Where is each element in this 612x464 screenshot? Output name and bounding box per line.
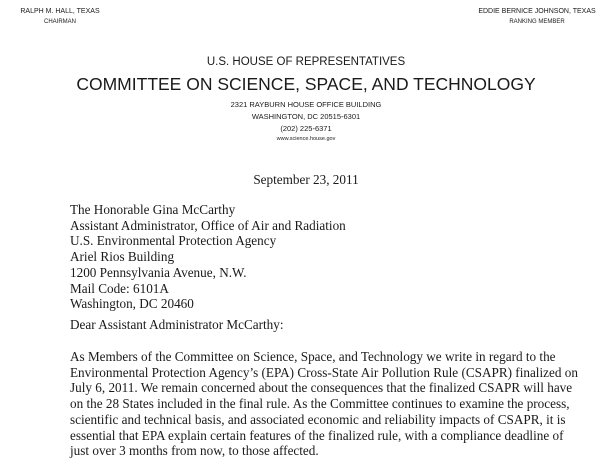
recipient-line: 1200 Pennsylvania Avenue, N.W.	[70, 264, 247, 280]
ranking-member-block	[472, 7, 602, 27]
paragraph-line: scientific and technical basis, and associated economic and reliability impacts of CSAPR, it is	[70, 411, 566, 427]
ranking-member-title: RANKING MEMBER	[509, 19, 565, 25]
house-heading: U.S. HOUSE OF REPRESENTATIVES	[206, 56, 406, 68]
committee-phone: (202) 225-6371	[280, 124, 332, 133]
recipient-line: The Honorable Gina McCarthy	[70, 202, 236, 217]
salutation: Dear Assistant Administrator McCarthy:	[70, 317, 284, 332]
letter-date: September 23, 2011	[253, 172, 359, 187]
recipient-address	[70, 202, 346, 312]
paragraph-line: essential that EPA explain certain features of the finalized rule, with a compliance deadline of	[70, 427, 564, 443]
recipient-line: Assistant Administrator, Office of Air and Radiation	[70, 217, 346, 233]
body-paragraph	[70, 349, 578, 459]
recipient-line: Ariel Rios Building	[70, 249, 175, 265]
paragraph-line: on the 28 States included in the final rule. As the Committee continues to examine the process,	[70, 396, 570, 412]
recipient-line: Washington, DC 20460	[70, 296, 194, 312]
recipient-line: U.S. Environmental Protection Agency	[70, 233, 277, 249]
paragraph-line: As Members of the Committee on Science, Space, and Technology we write in regard to the	[70, 349, 556, 364]
paragraph-line: just over 3 months from now, to those affected.	[70, 443, 319, 459]
chairman-title: CHAIRMAN	[43, 19, 76, 25]
committee-website: www.science.house.gov	[276, 136, 336, 142]
committee-address-line1: 2321 RAYBURN HOUSE OFFICE BUILDING	[230, 100, 382, 109]
chairman-name: RALPH M. HALL, TEXAS	[20, 8, 100, 15]
committee-heading: COMMITTEE ON SCIENCE, SPACE, AND TECHNOLOGY	[76, 74, 536, 94]
recipient-line: Mail Code: 6101A	[70, 280, 169, 296]
paragraph-line: Environmental Protection Agency’s (EPA) Cross-State Air Pollution Rule (CSAPR) finalized on	[70, 364, 578, 380]
chairman-block	[10, 7, 110, 27]
committee-address-line2: WASHINGTON, DC 20515-6301	[251, 112, 361, 121]
ranking-member-name: EDDIE BERNICE JOHNSON, TEXAS	[478, 8, 596, 15]
paragraph-line: July 6, 2011. We remain concerned about the consequences that the finalized CSAPR will have	[70, 380, 573, 396]
